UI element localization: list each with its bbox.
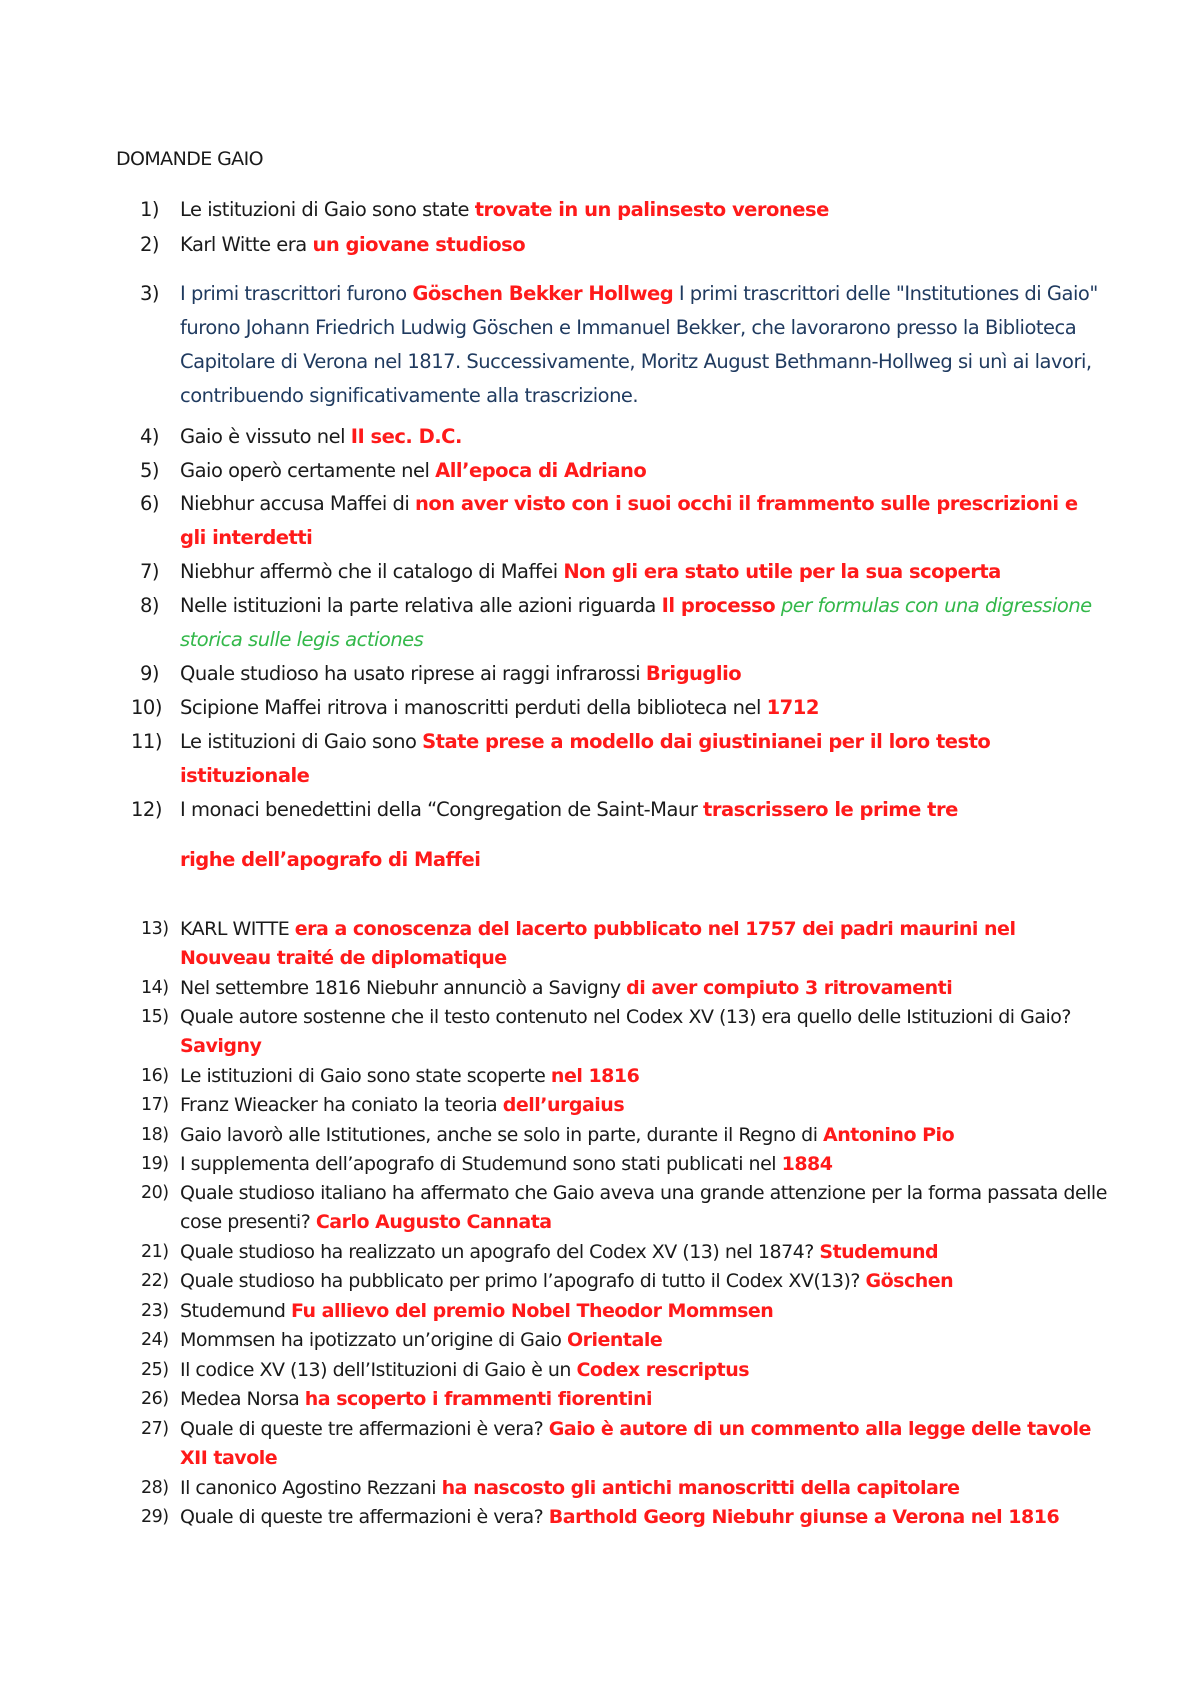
item-number: 10) — [131, 696, 162, 719]
answer-text: trovate in un palinsesto veronese — [474, 198, 829, 221]
item-number: 19) — [141, 1154, 169, 1174]
question-text: Quale studioso ha usato riprese ai raggi infrarossi — [180, 662, 646, 685]
answer-text: nel 1816 — [550, 1065, 640, 1087]
answer-text: righe dell’apografo di Maffei — [180, 848, 481, 871]
answer-text: Il processo — [661, 594, 776, 617]
answer-text: Barthold Georg Niebuhr giunse a Verona nel 1816 — [548, 1506, 1060, 1528]
answer-text: di aver compiuto 3 ritrovamenti — [626, 977, 953, 999]
question-text: Quale di queste tre affermazioni è vera? — [180, 1418, 549, 1440]
item-number: 11) — [131, 730, 162, 753]
item-number: 15) — [141, 1007, 169, 1027]
item-number: 14) — [141, 978, 169, 998]
answer-text: II sec. D.C. — [350, 425, 462, 448]
item-number: 21) — [141, 1242, 169, 1262]
question-text: Quale studioso italiano ha affermato che Gaio aveva una grande attenzione per la forma passata delle cose presenti? — [180, 1182, 1107, 1233]
explanation-text: I primi trascrittori delle "Institutiones di Gaio" furono Johann Friedrich Ludwig Göschen e Immanuel Bekker, che lavorarono presso la Biblioteca Capitolare di Verona nel 1817. Successivamente, Moritz August Bethmann-Hollweg si unì ai lavori, contribuendo significativamente alla trascrizione. — [180, 282, 1098, 407]
item-number: 27) — [141, 1419, 169, 1439]
answer-text: Savigny — [180, 1035, 262, 1057]
item-number: 3) — [140, 282, 160, 305]
answer-text: Göschen Bekker Hollweg — [412, 282, 674, 305]
question-text: Il canonico Agostino Rezzani — [180, 1477, 442, 1499]
item-number: 26) — [141, 1389, 169, 1409]
question-text: Gaio è vissuto nel — [180, 425, 351, 448]
answer-text: 1712 — [766, 696, 819, 719]
question-text: Quale autore sostenne che il testo contenuto nel Codex XV (13) era quello delle Istituzioni di Gaio? — [180, 1006, 1071, 1028]
question-text: Nel settembre 1816 Niebuhr annunciò a Savigny — [180, 977, 627, 999]
question-text: Nelle istituzioni la parte relativa alle azioni riguarda — [180, 594, 662, 617]
question-text: Quale di queste tre affermazioni è vera? — [180, 1506, 549, 1528]
item-number: 2) — [140, 233, 160, 256]
item-number: 1) — [140, 198, 160, 221]
question-text: Gaio operò certamente nel — [180, 459, 436, 482]
item-number: 5) — [140, 459, 160, 482]
answer-text: era a conoscenza del lacerto pubblicato nel 1757 dei padri maurini nel Nouveau traité de diplomatique — [180, 918, 1016, 969]
answer-text: Orientale — [566, 1329, 663, 1351]
answer-text: Briguglio — [645, 662, 742, 685]
question-text: Franz Wieacker ha coniato la teoria — [180, 1094, 503, 1116]
answer-text: Carlo Augusto Cannata — [315, 1211, 552, 1233]
question-text: Niebhur accusa Maffei di — [180, 492, 415, 515]
item-number: 7) — [140, 560, 160, 583]
question-text: I monaci benedettini della “Congregation de Saint-Maur — [180, 798, 704, 821]
answer-text: Non gli era stato utile per la sua scoperta — [563, 560, 1001, 583]
item-number: 29) — [141, 1507, 169, 1527]
answer-text: All’epoca di Adriano — [435, 459, 647, 482]
item-number: 20) — [141, 1183, 169, 1203]
answer-text: 1884 — [781, 1153, 833, 1175]
answer-text: Göschen — [865, 1270, 954, 1292]
answer-text: State prese a modello dai giustinianei per il loro testo istituzionale — [180, 730, 991, 787]
item-number: 18) — [141, 1125, 169, 1145]
item-number: 9) — [140, 662, 160, 685]
item-number: 8) — [140, 594, 160, 617]
answer-text: Antonino Pio — [823, 1124, 955, 1146]
note-text: per formulas con una digressione storica sulle legis actiones — [180, 594, 1092, 651]
answer-text: ha scoperto i frammenti fiorentini — [304, 1388, 652, 1410]
question-text: Gaio lavorò alle Istitutiones, anche se solo in parte, durante il Regno di — [180, 1124, 824, 1146]
page-title: DOMANDE GAIO — [116, 148, 263, 170]
answer-text: non aver visto con i suoi occhi il frammento sulle prescrizioni e gli interdetti — [180, 492, 1078, 549]
question-text: I primi trascrittori furono — [180, 282, 413, 305]
item-number: 12) — [131, 798, 162, 821]
question-text: Niebhur affermò che il catalogo di Maffei — [180, 560, 564, 583]
item-number: 22) — [141, 1271, 169, 1291]
answer-text: un giovane studioso — [312, 233, 526, 256]
question-text: Studemund — [180, 1300, 291, 1322]
question-text: Mommsen ha ipotizzato un’origine di Gaio — [180, 1329, 567, 1351]
question-text: Le istituzioni di Gaio sono state scoperte — [180, 1065, 551, 1087]
question-text: Karl Witte era — [180, 233, 313, 256]
item-number: 13) — [141, 919, 169, 939]
item-number: 24) — [141, 1330, 169, 1350]
question-text: Scipione Maffei ritrova i manoscritti perduti della biblioteca nel — [180, 696, 767, 719]
answer-text: trascrissero le prime tre — [703, 798, 958, 821]
question-text: Quale studioso ha pubblicato per primo l’apografo di tutto il Codex XV(13)? — [180, 1270, 866, 1292]
question-text: Le istituzioni di Gaio sono state — [180, 198, 475, 221]
answer-text: Fu allievo del premio Nobel Theodor Mommsen — [291, 1300, 774, 1322]
question-text: I supplementa dell’apografo di Studemund sono stati publicati nel — [180, 1153, 782, 1175]
question-text: Quale studioso ha realizzato un apografo del Codex XV (13) nel 1874? — [180, 1241, 820, 1263]
answer-text: dell’urgaius — [502, 1094, 625, 1116]
answer-text: ha nascosto gli antichi manoscritti della capitolare — [441, 1477, 960, 1499]
question-text: Medea Norsa — [180, 1388, 305, 1410]
answer-text: Gaio è autore di un commento alla legge delle tavole XII tavole — [180, 1418, 1091, 1469]
item-number: 23) — [141, 1301, 169, 1321]
question-text: KARL WITTE — [180, 918, 295, 940]
question-text: Il codice XV (13) dell’Istituzioni di Gaio è un — [180, 1359, 577, 1381]
answer-text: Studemund — [819, 1241, 939, 1263]
item-number: 6) — [140, 492, 160, 515]
item-number: 17) — [141, 1095, 169, 1115]
item-number: 4) — [140, 425, 160, 448]
item-number: 25) — [141, 1360, 169, 1380]
question-text: Le istituzioni di Gaio sono — [180, 730, 423, 753]
item-number: 28) — [141, 1478, 169, 1498]
item-number: 16) — [141, 1066, 169, 1086]
answer-text: Codex rescriptus — [576, 1359, 750, 1381]
